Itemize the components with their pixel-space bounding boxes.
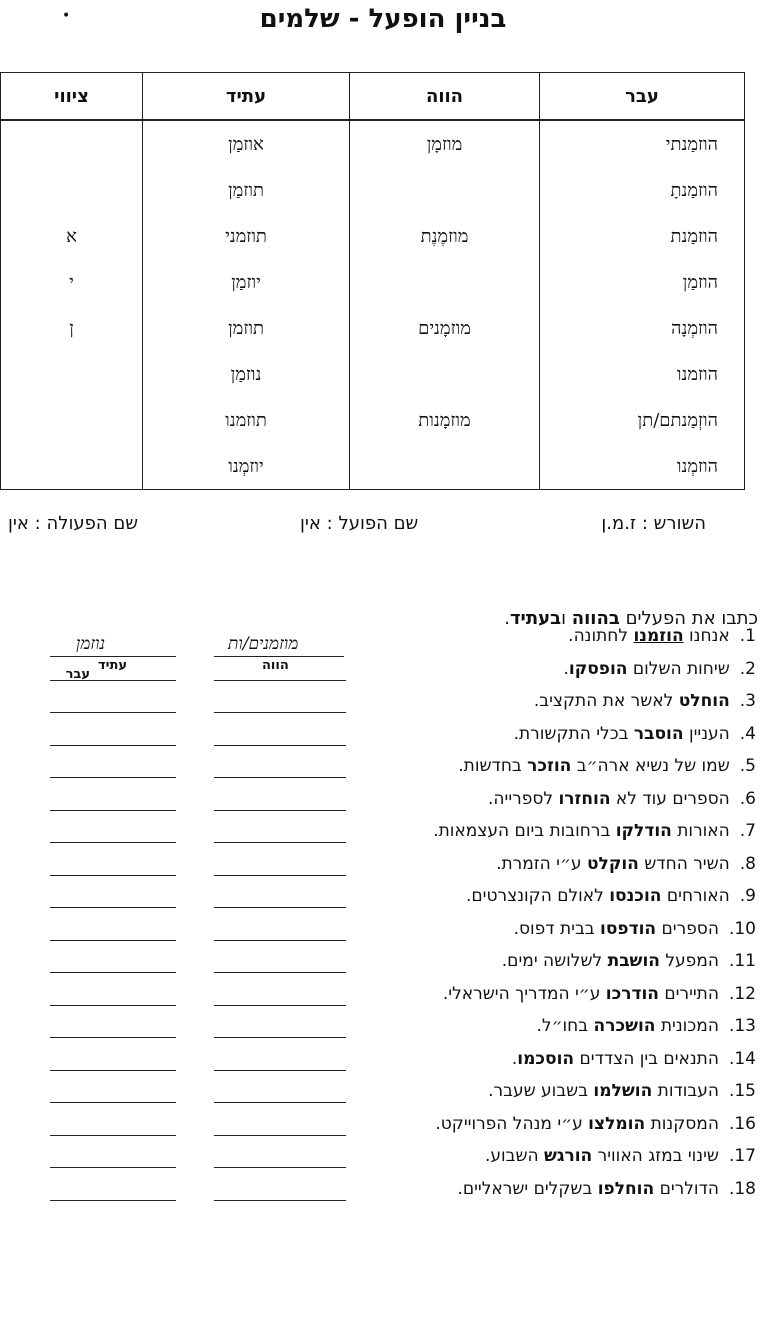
- cell-present: [350, 259, 540, 305]
- sentence-number: 13.: [728, 1016, 756, 1036]
- cell-past: הוזמְנָה: [540, 305, 745, 351]
- cell-future: תוזמני: [143, 213, 350, 259]
- table-row: [1, 443, 745, 490]
- gerund-label: שם הפועל : אין: [300, 513, 419, 534]
- present-answer-line[interactable]: [214, 810, 346, 811]
- header-present: הווה: [350, 73, 540, 121]
- sentence-number: 3.: [739, 691, 756, 711]
- sentence-verb: הופסקו: [568, 658, 628, 679]
- present-answer-line[interactable]: [214, 777, 346, 778]
- cell-present: [350, 443, 540, 490]
- page-title: בניין הופעל - שלמים: [259, 4, 507, 34]
- future-answer-line[interactable]: [50, 875, 176, 876]
- future-answer-line[interactable]: [50, 777, 176, 778]
- table-row: [1, 397, 745, 443]
- future-answer-line[interactable]: [50, 1005, 176, 1006]
- sentence-number: 9.: [739, 886, 756, 906]
- sentence-number: 18.: [728, 1178, 756, 1199]
- sentence-verb: הוסבר: [633, 723, 684, 744]
- sentence-number: 16.: [728, 1113, 756, 1134]
- header-future: עתיד: [143, 73, 350, 121]
- future-answer-line[interactable]: [50, 842, 176, 843]
- cell-past: הוזמַנתי: [540, 120, 745, 167]
- sentence-verb: הודלקו: [615, 821, 672, 841]
- exercise-sentence: 7.האורות הודלקו ברחובות ביום העצמאות.: [433, 821, 756, 841]
- cell-past: הוזמַנתָ: [540, 167, 745, 213]
- present-column-label: הווה: [262, 658, 289, 673]
- sentence-number: 12.: [728, 983, 756, 1004]
- exercise-sentence: 1.אנחנו הוזמנו לחתונה.: [568, 626, 756, 646]
- exercise-sentence: 6.הספרים עוד לא הוחזרו לספרייה.: [488, 788, 756, 809]
- cell-future: יוזמַן: [143, 259, 350, 305]
- conjugation-table: [0, 72, 745, 490]
- future-answer-line[interactable]: [50, 745, 176, 746]
- cell-imperative: א: [1, 213, 143, 259]
- sentence-number: 2.: [739, 658, 756, 679]
- cell-future: תוזמַן: [143, 167, 350, 213]
- present-answer-line[interactable]: [214, 842, 346, 843]
- cell-present: [350, 167, 540, 213]
- future-answer-line[interactable]: [50, 940, 176, 941]
- sentence-verb: הוזכר: [527, 756, 572, 776]
- cell-future: יוזמְנו: [143, 443, 350, 490]
- present-answer-line[interactable]: [214, 1005, 346, 1006]
- exercise-sentence: 12.התיירים הודרכו ע״י המדריך הישראלי.: [442, 983, 756, 1004]
- present-answer-line[interactable]: [214, 907, 346, 908]
- present-answer-line[interactable]: [214, 1037, 346, 1038]
- present-answer-line[interactable]: [214, 745, 346, 746]
- exercise-sentence: 13.המכונית הושכרה בחו״ל.: [536, 1016, 756, 1036]
- exercise-sentence: 14.התנאים בין הצדדים הוסכמו.: [511, 1048, 756, 1069]
- cell-past: הוזְמַנתם/תן: [540, 397, 745, 443]
- cell-imperative: [1, 167, 143, 213]
- past-label: עבר: [65, 667, 90, 682]
- root-label: השורש : ז.מ.ן: [601, 513, 706, 534]
- exercise-sentence: 17.שינוי במזג האוויר הורגש השבוע.: [484, 1146, 756, 1166]
- future-answer-line[interactable]: [50, 1102, 176, 1103]
- sentence-number: 15.: [728, 1081, 756, 1101]
- cell-past: הוזמַן: [540, 259, 745, 305]
- present-handwritten-answer: מוזמנים/ות: [228, 634, 299, 654]
- future-column-label: עתיד: [98, 658, 128, 673]
- sentence-verb: הושכרה: [593, 1016, 656, 1036]
- header-imperative: ציווי: [1, 73, 143, 121]
- sentence-number: 1.: [739, 626, 756, 646]
- present-answer-line[interactable]: [214, 940, 346, 941]
- present-answer-line[interactable]: [214, 680, 346, 681]
- present-answer-line[interactable]: [214, 1070, 346, 1071]
- cell-future: נוזמַן: [143, 351, 350, 397]
- sentence-number: 6.: [739, 788, 756, 809]
- future-answer-line[interactable]: [50, 1070, 176, 1071]
- sentence-verb: הומלצו: [588, 1113, 646, 1134]
- cell-imperative: י: [1, 259, 143, 305]
- table-row: [1, 305, 745, 351]
- cell-future: תוזמנו: [143, 397, 350, 443]
- exercise-sentence: 16.המסקנות הומלצו ע״י מנהל הפרוייקט.: [435, 1113, 756, 1134]
- sentence-verb: הורגש: [544, 1146, 593, 1166]
- table-header-row: [1, 73, 745, 121]
- sentence-number: 11.: [728, 951, 756, 971]
- sentence-verb: הוחלפו: [597, 1178, 655, 1199]
- sentence-number: 4.: [739, 723, 756, 744]
- future-answer-line[interactable]: [50, 1200, 176, 1201]
- future-answer-line[interactable]: [50, 1135, 176, 1136]
- stray-dot: •: [62, 8, 71, 24]
- sentence-verb: הוסכמו: [517, 1048, 575, 1069]
- future-answer-line[interactable]: [50, 712, 176, 713]
- future-answer-line[interactable]: [50, 680, 176, 681]
- present-answer-line[interactable]: [214, 1135, 346, 1136]
- sentence-number: 7.: [739, 821, 756, 841]
- sentence-verb: הוחזרו: [558, 788, 611, 809]
- table-row: [1, 351, 745, 397]
- cell-past: הוזמנו: [540, 351, 745, 397]
- table-row: [1, 259, 745, 305]
- action-noun-label: שם הפעולה : אין: [8, 513, 139, 534]
- exercise-sentence: 2.שיחות השלום הופסקו.: [563, 658, 756, 679]
- exercise-sentence: 9.האורחים הוכנסו לאולם הקונצרטים.: [466, 886, 756, 906]
- cell-present: מוזמָנים: [350, 305, 540, 351]
- sentence-number: 8.: [739, 853, 756, 874]
- cell-imperative: [1, 443, 143, 490]
- future-answer-line[interactable]: [50, 907, 176, 908]
- sentence-verb: הודפסו: [600, 918, 657, 939]
- present-answer-line[interactable]: [214, 1102, 346, 1103]
- table-row: [1, 213, 745, 259]
- exercise-sentence: 3.הוחלט לאשר את התקציב.: [533, 691, 756, 711]
- exercise-sentence: 11.המפעל הושבת לשלושה ימים.: [501, 951, 756, 971]
- cell-imperative: [1, 397, 143, 443]
- exercise-sentence: 15.העבודות הושלמו בשבוע שעבר.: [488, 1081, 756, 1101]
- future-handwritten-answer: נוזמן: [76, 634, 106, 654]
- sentence-number: 17.: [728, 1146, 756, 1166]
- table-row: [1, 167, 745, 213]
- cell-imperative: [1, 120, 143, 167]
- sentence-number: 14.: [728, 1048, 756, 1069]
- cell-imperative: [1, 351, 143, 397]
- exercise-sentence: 18.הדולרים הוחלפו בשקלים ישראליים.: [457, 1178, 756, 1199]
- present-answer-line[interactable]: [214, 875, 346, 876]
- cell-present: מוזמָנות: [350, 397, 540, 443]
- sentence-number: 10.: [728, 918, 756, 939]
- cell-imperative: ן: [1, 305, 143, 351]
- sentence-number: 5.: [739, 756, 756, 776]
- exercise-instruction: כתבו את הפעלים בהווה ובעתיד.: [504, 608, 758, 629]
- cell-present: מוזמֶנֶת: [350, 213, 540, 259]
- present-answer-line[interactable]: [214, 1200, 346, 1201]
- sentence-verb: הודרכו: [605, 983, 659, 1004]
- exercise-sentence: 8.השיר החדש הוקלט ע״י הזמרת.: [496, 853, 756, 874]
- sentence-verb: הוזמנו: [633, 626, 684, 646]
- future-answer-line[interactable]: [50, 1037, 176, 1038]
- cell-present: מוזמָן: [350, 120, 540, 167]
- cell-future: אוזמַן: [143, 120, 350, 167]
- exercise-sentence: 5.שמו של נשיא ארה״ב הוזכר בחדשות.: [458, 756, 756, 776]
- future-answer-line[interactable]: [50, 1167, 176, 1168]
- exercise-sentence: 4.העניין הוסבר בכלי התקשורת.: [513, 723, 756, 744]
- future-answer-line[interactable]: [50, 810, 176, 811]
- exercise-sentence: 10.הספרים הודפסו בבית דפוס.: [513, 918, 756, 939]
- present-header-line: [214, 656, 344, 657]
- sentence-verb: הוכנסו: [609, 886, 662, 906]
- sentence-verb: הוחלט: [678, 691, 730, 711]
- cell-future: תוזמן: [143, 305, 350, 351]
- table-row: [1, 120, 745, 167]
- present-answer-line[interactable]: [214, 972, 346, 973]
- present-answer-line[interactable]: [214, 712, 346, 713]
- present-answer-line[interactable]: [214, 1167, 346, 1168]
- future-header-line: [50, 656, 176, 657]
- cell-past: הוזמַנת: [540, 213, 745, 259]
- sentence-verb: הוקלט: [586, 853, 639, 874]
- sentence-verb: הושלמו: [593, 1081, 653, 1101]
- future-answer-line[interactable]: [50, 972, 176, 973]
- sentence-verb: הושבת: [607, 951, 660, 971]
- cell-past: הוזמְנו: [540, 443, 745, 490]
- header-past: עבר: [540, 73, 745, 121]
- cell-present: [350, 351, 540, 397]
